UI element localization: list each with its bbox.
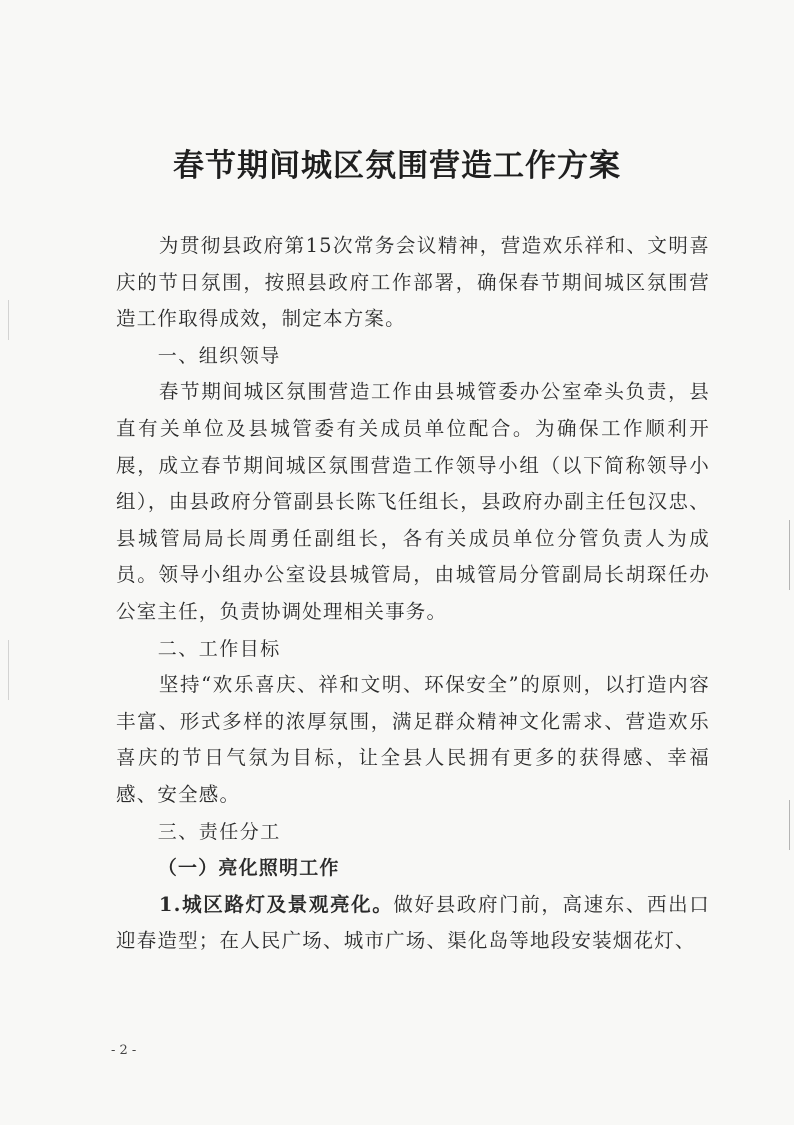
subsection-heading: （一）亮化照明工作 [157,857,340,880]
item-text: 做好县政府门前，高速东、西出口迎春造型；在人民广场、城市广场、渠化岛等地段安装烟花灯、 [116,892,710,953]
section-heading: 二、工作目标 [157,637,281,660]
body-paragraph: 春节期间城区氛围营造工作由县城管委办公室牵头负责，县直有关单位及县城管委有关成员单位配合。为确保工作顺利开展，成立春节期间城区氛围营造工作领导小组（以下简称领导小组），由县政府分管副县长陈飞任组长，县政府办副主任包汉忠、县城管局局长周勇任副组长，各有关成员单位分管负责人为成员。领导小组办公室设县城管局，由城管局分管副局长胡琛任办公室主任，负责协调处理相关事务。 [116,380,710,623]
scan-edge-mark [8,640,9,700]
scan-edge-mark [789,520,790,590]
section-heading: 三、责任分工 [157,820,281,843]
scan-edge-mark [789,800,790,850]
document-title: 春节期间城区氛围营造工作方案 [173,148,621,184]
intro-paragraph: 为贯彻县政府第15次常务会议精神，营造欢乐祥和、文明喜庆的节日氛围，按照县政府工作部署，确保春节期间城区氛围营造工作取得成效，制定本方案。 [116,234,710,331]
numbered-item [116,887,710,960]
body-paragraph: 坚持“欢乐喜庆、祥和文明、环保安全”的原则，以打造内容丰富、形式多样的浓厚氛围，满足群众精神文化需求、营造欢乐喜庆的节日气氛为目标，让全县人民拥有更多的获得感、幸福感、安全感。 [116,673,710,806]
section-heading: 一、组织领导 [157,344,281,367]
page-number: - 2 - [111,1043,137,1058]
document-body [116,228,710,960]
scan-edge-mark [8,300,9,340]
item-lead: 1.城区路灯及景观亮化。 [158,892,394,916]
